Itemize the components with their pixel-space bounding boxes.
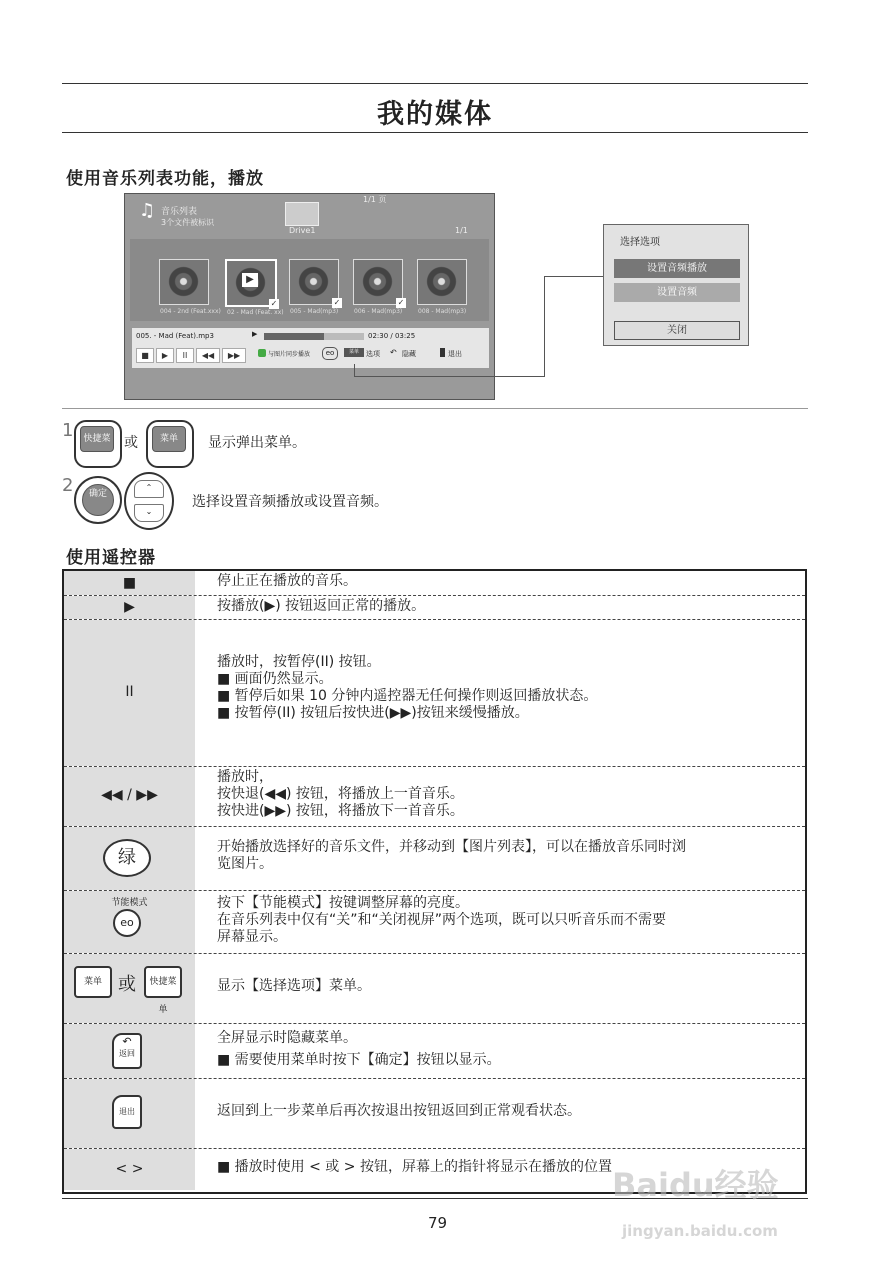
divider bbox=[62, 408, 808, 409]
disc-item[interactable]: ▶ ✓ 02 - Mad (Feat. xx) bbox=[225, 259, 277, 307]
row-text: 播放时， 按快退(◀◀) 按钮，将播放上一首音乐。 按快进(▶▶) 按钮，将播放下一首音乐。 bbox=[217, 769, 464, 819]
screen-header-title: 音乐列表 bbox=[161, 207, 198, 217]
rewind-button[interactable]: ◀◀ bbox=[196, 348, 220, 363]
remote-control-table bbox=[62, 569, 807, 1194]
pause-key-symbol: II bbox=[125, 684, 134, 700]
row-text: 播放时，按暂停(II) 按钮。 ■ 画面仍然显示。 ■ 暂停后如果 10 分钟内遥控器无任何操作则返回播放状态。 ■ 按暂停(II) 按钮后按快进(▶▶)按钮来缓慢播放。 bbox=[217, 654, 598, 721]
energy-key-label: 节能模式 bbox=[111, 898, 148, 908]
exit-icon bbox=[440, 348, 445, 357]
stop-key-symbol: ■ bbox=[122, 575, 137, 591]
or-text: 或 bbox=[118, 974, 136, 995]
green-key-icon bbox=[258, 349, 266, 357]
popup-header: 选择选项 bbox=[620, 237, 660, 248]
cd-icon bbox=[359, 263, 396, 300]
progress-bar[interactable] bbox=[264, 333, 364, 340]
page-title: 我的媒体 bbox=[377, 99, 493, 130]
cd-icon bbox=[165, 263, 202, 300]
baidu-watermark-url: jingyan.baidu.com bbox=[622, 1222, 778, 1240]
table-row bbox=[64, 571, 805, 596]
folder-icon bbox=[285, 202, 319, 226]
table-row bbox=[64, 827, 805, 891]
energy-icon[interactable]: eo bbox=[322, 347, 338, 360]
quick-menu-icon: 菜单 bbox=[344, 348, 364, 357]
check-icon: ✓ bbox=[397, 298, 405, 307]
table-row bbox=[64, 891, 805, 954]
check-icon: ✓ bbox=[333, 298, 341, 307]
play-key-symbol: ▶ bbox=[124, 599, 135, 615]
fastforward-button[interactable]: ▶▶ bbox=[222, 348, 246, 363]
option-audio-playback[interactable]: 设置音频播放 bbox=[614, 259, 740, 278]
play-button[interactable]: ▶ bbox=[156, 348, 174, 363]
options-label[interactable]: 选项 bbox=[366, 350, 380, 358]
green-key-icon: 绿 bbox=[103, 839, 151, 877]
disc-item[interactable]: 008 - Mad(mp3) bbox=[417, 259, 467, 305]
energy-saving-icon: eo bbox=[113, 909, 141, 937]
table-row bbox=[64, 620, 805, 767]
nav-updown-key-icon bbox=[124, 472, 174, 530]
menu-key-icon: 菜单 bbox=[74, 966, 112, 998]
disc-item[interactable]: ✓ 005 - Mad(mp3) bbox=[289, 259, 339, 305]
section-heading-remote: 使用遥控器 bbox=[66, 548, 156, 568]
play-icon: ▶ bbox=[242, 273, 258, 287]
baidu-watermark-logo: Baidu经验 bbox=[612, 1166, 779, 1204]
stop-button[interactable]: ■ bbox=[136, 348, 154, 363]
table-row bbox=[64, 1024, 805, 1079]
row-text: 显示【选择选项】菜单。 bbox=[217, 978, 371, 994]
sync-label[interactable]: 与图片同步播放 bbox=[268, 351, 311, 358]
back-key-icon: ↶ 返回 bbox=[112, 1033, 142, 1069]
folder-label: Drive1 bbox=[289, 226, 316, 235]
page-indicator: 1/1 页 bbox=[363, 195, 387, 204]
check-icon: ✓ bbox=[270, 299, 278, 308]
option-audio-settings[interactable]: 设置音频 bbox=[614, 283, 740, 302]
table-row bbox=[64, 596, 805, 620]
music-list-screen bbox=[124, 193, 495, 400]
step-1-text: 显示弹出菜单。 bbox=[208, 435, 306, 451]
row-text: 停止正在播放的音乐。 bbox=[217, 573, 357, 589]
screen-header-sub: 3个文件被标识 bbox=[161, 218, 215, 227]
hide-label[interactable]: 隐藏 bbox=[402, 350, 416, 358]
return-icon: ↶ bbox=[390, 348, 397, 357]
table-row bbox=[64, 767, 805, 827]
step-2-text: 选择设置音频播放或设置音频。 bbox=[192, 494, 388, 510]
quick-menu-key-icon: 快捷菜单 bbox=[74, 420, 122, 468]
title-rule bbox=[62, 132, 808, 133]
disc-item[interactable]: ✓ 006 - Mad(mp3) bbox=[353, 259, 403, 305]
row-text: 全屏显示时隐藏菜单。 ■ 需要使用菜单时按下【确定】按钮以显示。 bbox=[217, 1030, 501, 1068]
connector-line bbox=[544, 276, 604, 277]
time-readout: 02:30 / 03:25 bbox=[368, 332, 416, 340]
exit-label[interactable]: 退出 bbox=[448, 350, 462, 358]
left-right-key-symbol: < > bbox=[115, 1161, 144, 1177]
up-arrow-icon: ⌃ bbox=[134, 480, 164, 498]
select-options-popup bbox=[603, 224, 749, 346]
play-indicator-icon: ▶ bbox=[252, 330, 258, 338]
table-row bbox=[64, 1079, 805, 1149]
progress-fill bbox=[264, 333, 324, 340]
menu-key-icon: 菜单 bbox=[146, 420, 194, 468]
table-row bbox=[64, 954, 805, 1024]
playback-control-bar bbox=[131, 327, 490, 369]
now-playing: 005. - Mad (Feat).mp3 bbox=[136, 332, 214, 340]
popup-close-button[interactable]: 关闭 bbox=[614, 321, 740, 340]
step-number: 2 bbox=[62, 475, 74, 496]
step-number: 1 bbox=[62, 420, 74, 441]
row-text: 按下【节能模式】按键调整屏幕的亮度。 在音乐列表中仅有“关”和“关闭视屏”两个选项，既可以只听音乐而不需要 屏幕显示。 bbox=[217, 895, 667, 945]
connector-line bbox=[354, 376, 544, 377]
section-heading-music-list: 使用音乐列表功能，播放 bbox=[66, 169, 264, 189]
cd-icon bbox=[423, 263, 460, 300]
row-text: 开始播放选择好的音乐文件，并移动到【图片列表】，可以在播放音乐同时浏 览图片。 bbox=[217, 839, 686, 872]
rew-ff-key-symbol: ◀◀ / ▶▶ bbox=[101, 787, 158, 803]
disc-item[interactable]: 004 - 2nd (Feat.xxx) bbox=[159, 259, 209, 305]
page-number: 79 bbox=[427, 1214, 448, 1232]
pause-button[interactable]: II bbox=[176, 348, 194, 363]
connector-line bbox=[544, 276, 545, 377]
top-rule bbox=[62, 83, 808, 84]
quick-menu-key-icon: 快捷菜单 bbox=[144, 966, 182, 998]
ok-key-icon: 确定 bbox=[74, 476, 122, 524]
row-text: 按播放(▶) 按钮返回正常的播放。 bbox=[217, 598, 426, 614]
right-indicator: 1/1 bbox=[455, 226, 468, 235]
or-text: 或 bbox=[124, 435, 138, 451]
music-note-icon: ♫ bbox=[139, 200, 156, 221]
exit-key-icon: 退出 bbox=[112, 1095, 142, 1129]
row-text: 返回到上一步菜单后再次按退出按钮返回到正常观看状态。 bbox=[217, 1103, 581, 1119]
row-text: ■ 播放时使用 < 或 > 按钮，屏幕上的指针将显示在播放的位置 bbox=[217, 1159, 612, 1175]
down-arrow-icon: ⌄ bbox=[134, 504, 164, 522]
cd-icon bbox=[295, 263, 332, 300]
